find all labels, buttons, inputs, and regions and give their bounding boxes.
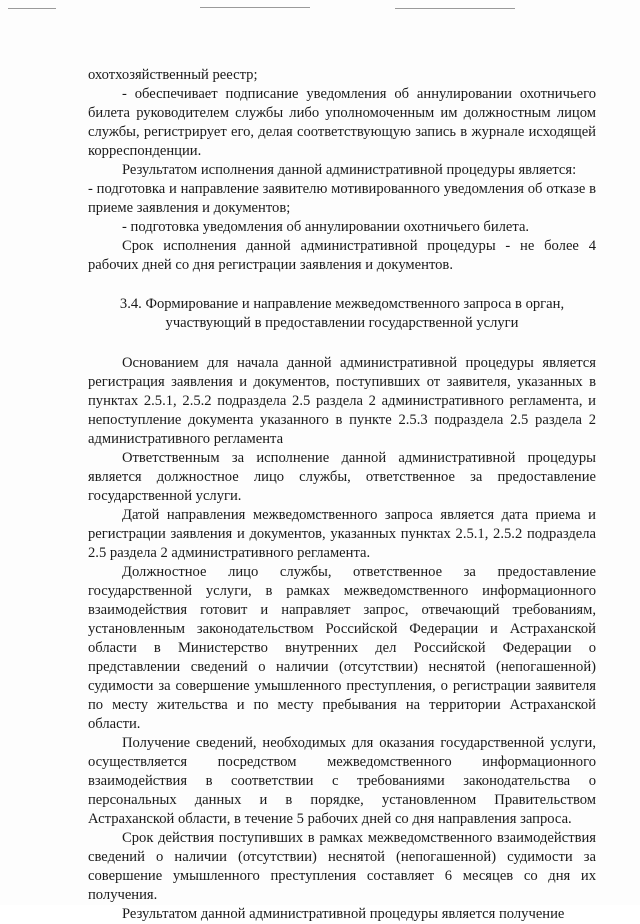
paragraph: - подготовка и направление заявителю мотивированного уведомления об отказе в приеме заявления и документов; [88,181,596,216]
paragraph: - подготовка уведомления об аннулировании охотничьего билета. [122,219,530,235]
paragraph: Результатом данной административной процедуры является получение [122,906,565,922]
paragraph: охотхозяйственный реестр; [88,67,258,83]
paragraph: Ответственным за исполнение данной административной процедуры является должностное лицо службы, ответственное за предоставление государственной услуги. [88,450,596,504]
paragraph: Получение сведений, необходимых для оказания государственной услуги, осуществляется посредством межведомственного информационного взаимодействия в соответствии с требованиями законодательства о персональных данных и в порядке, установленном Правительством Астраханской области, в течение 5 рабочих дней со дня направления запроса. [88,735,596,827]
scan-edge-mark [395,8,515,9]
paragraph: Срок действия поступивших в рамках межведомственного взаимодействия сведений о наличии (отсутствии) неснятой (непогашенной) судимости за совершение умышленного преступления составляет 6 месяцев со дня их получения. [88,830,596,903]
paragraph: Срок исполнения данной административной процедуры - не более 4 рабочих дней со дня регистрации заявления и документов. [88,238,596,273]
paragraph: Основанием для начала данной административной процедуры является регистрация заявления и документов, поступивших от заявителя, указанных в пунктах 2.5.1, 2.5.2 подраздела 2.5 раздела 2 административного регламента, и непоступление документа указанного в пункте 2.5.3 подраздела 2.5 раздела 2 административного регламента [88,355,596,447]
paragraph: Результатом исполнения данной административной процедуры является: [122,162,577,178]
paragraph: Датой направления межведомственного запроса является дата приема и регистрации заявления и документов, указанных пунктах 2.5.1, 2.5.2 подраздела 2.5 раздела 2 административного регламента. [88,507,596,561]
scan-edge-mark [8,8,56,9]
section-heading: 3.4. Формирование и направление межведомственного запроса в орган, участвующий в предоставлении государственной услуги [119,296,565,331]
paragraph: Должностное лицо службы, ответственное за предоставление государственной услуги, в рамках межведомственного информационного взаимодействия готовит и направляет запрос, отвечающий требованиям, установленным законодательством Российской Федерации и Астраханской области в Министерство внутренних дел Российской Федерации о представлении сведений о наличии (отсутствии) неснятой (непогашенной) судимости за совершение умышленного преступления, о регистрации заявителя по месту жительства и по месту пребывания на территории Астраханской области. [88,564,596,732]
paragraph: - обеспечивает подписание уведомления об аннулировании охотничьего билета руководителем службы либо уполномоченным им должностным лицом службы, регистрирует его, делая соответствующую запись в журнале исходящей корреспонденции. [88,86,596,159]
document-body [88,66,596,924]
scan-edge-mark [200,7,310,8]
